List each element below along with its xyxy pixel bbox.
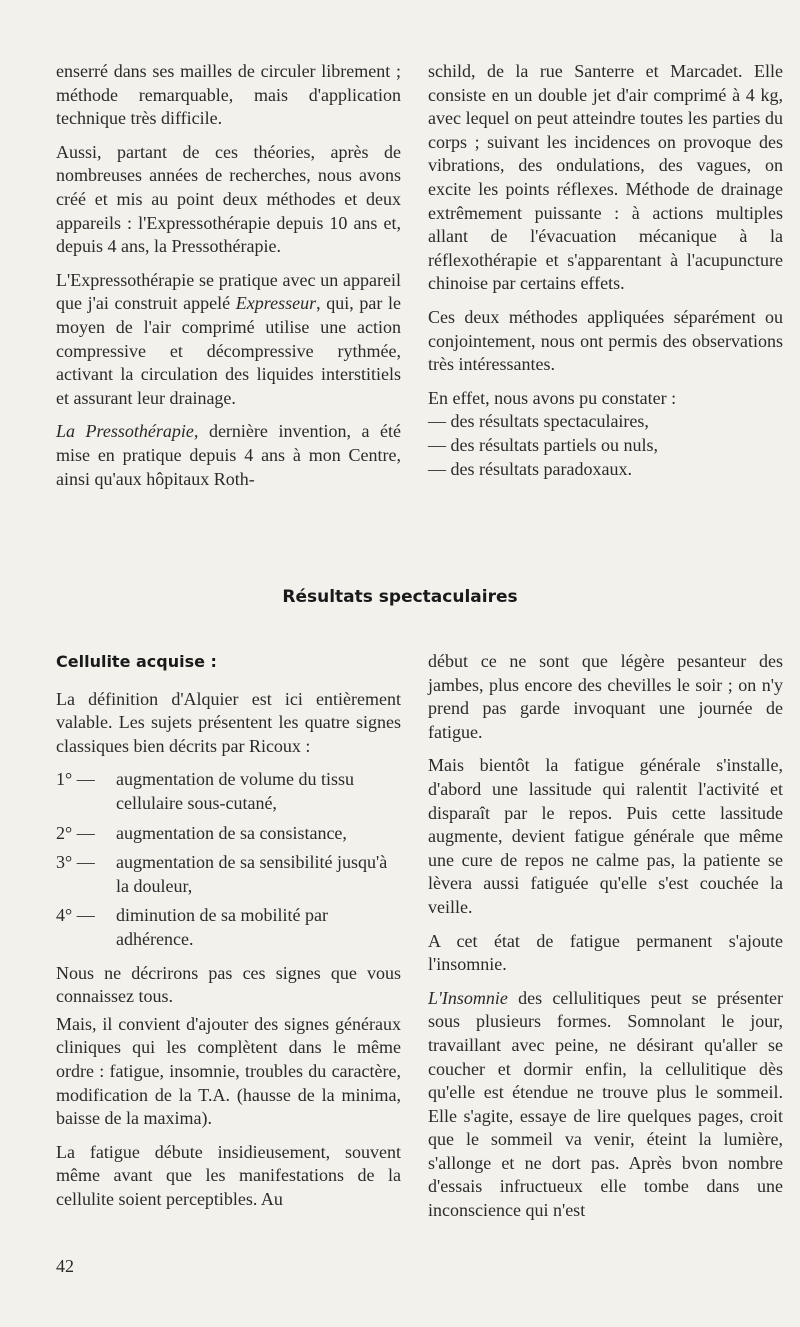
paragraph: Mais, il convient d'ajouter des signes généraux cliniques qui les complètent dans le même ordre : fatigue, insomnie, troubles du caractère, modification de la T.A. (hausse de la minima, baisse de la maxima). <box>56 1013 401 1129</box>
paragraph: A cet état de fatigue permanent s'ajoute l'insomnie. <box>428 930 783 975</box>
top-right-column <box>428 60 783 481</box>
paragraph: début ce ne sont que légère pesanteur des jambes, plus encore des chevilles le soir ; on n'y prend pas garde invoquant une journée de fatigue. <box>428 651 783 742</box>
top-left-column <box>56 60 401 501</box>
page-number: 42 <box>56 1256 74 1276</box>
paragraph: En effet, nous avons pu constater : <box>428 387 677 408</box>
subheading: Cellulite acquise : <box>56 652 217 671</box>
list-item: — des résultats partiels ou nuls, <box>428 434 658 455</box>
bottom-right-column <box>428 650 783 1233</box>
list-item: 3° — augmentation de sa sensibilité jusqu'à la douleur, <box>56 852 388 896</box>
paragraph: Mais bientôt la fatigue générale s'installe, d'abord une lassitude qui ralentit l'activité et disparaît par le repos. Puis cette lassitude augmente, devient fatigue générale que même une cure de repos ne calme pas, la patiente se lèvera aussi fatiguée qu'elle s'est couchée la veille. <box>428 755 783 917</box>
paragraph: Aussi, partant de ces théories, après de nombreuses années de recherches, nous avons créé et mis au point deux méthodes et deux appareils : l'Expressothérapie depuis 10 ans et, depuis 4 ans, la Pressothérapie. <box>56 141 401 257</box>
paragraph: L'Insomnie des cellulitiques peut se présenter sous plusieurs formes. Somnolant le jour, travaillant avec peine, ne désirant qu'aller se coucher et dormir enfin, la cellulitique dès qu'elle est étendue ne trouve plus le sommeil. Elle s'agite, essaye de lire quelques pages, croit que le sommeil va venir, éteint la lumière, s'allonge et ne dort pas. Après bvon nombre d'essais infructueux elle tombe dans une inconscience qui n'est <box>428 987 783 1221</box>
paragraph: Ces deux méthodes appliquées séparément ou conjointement, nous ont permis des observations très intéressantes. <box>428 306 783 375</box>
list-item: — des résultats spectaculaires, <box>428 411 649 432</box>
list-item: 1° — augmentation de volume du tissu cellulaire sous-cutané, <box>56 769 354 813</box>
paragraph: schild, de la rue Santerre et Marcadet. Elle consiste en un double jet d'air comprimé à 4 kg, avec lequel on peut atteindre toutes les parties du corps ; suivant les incidences on provoque des vibrations, des ondulations, des vagues, on excite les points réflexes. Méthode de drainage extrêmement puissante : à actions multiples allant de l'évacuation mécanique à la réflexothérapie et s'apparentant à l'acupuncture chinoise par certains effets. <box>428 61 783 294</box>
bottom-left-column <box>56 650 401 1221</box>
section-heading: Résultats spectaculaires <box>282 587 518 607</box>
paragraph: L'Expressothérapie se pratique avec un appareil que j'ai construit appelé Expresseur, qui, par le moyen de l'air comprimé utilise une action compressive et décompressive rythmée, activant la circulation des liquides interstitiels et assurant leur drainage. <box>56 269 401 408</box>
list-item: 2° — augmentation de sa consistance, <box>56 822 347 843</box>
paragraph: La définition d'Alquier est ici entièrement valable. Les sujets présentent les quatre signes classiques bien décrits par Ricoux : <box>56 688 401 756</box>
list-item: — des résultats paradoxaux. <box>428 458 632 479</box>
paragraph: La fatigue débute insidieusement, souvent même avant que les manifestations de la cellulite soient perceptibles. Au <box>56 1141 401 1209</box>
paragraph: La Pressothérapie, dernière invention, a été mise en pratique depuis 4 ans à mon Centre, ainsi qu'aux hôpitaux Roth- <box>56 421 402 489</box>
paragraph: enserré dans ses mailles de circuler librement ; méthode remarquable, mais d'application technique très difficile. <box>56 61 401 129</box>
paragraph: Nous ne décrirons pas ces signes que vous connaissez tous. <box>56 962 401 1007</box>
list-item: 4° — diminution de sa mobilité par adhérence. <box>56 905 328 949</box>
